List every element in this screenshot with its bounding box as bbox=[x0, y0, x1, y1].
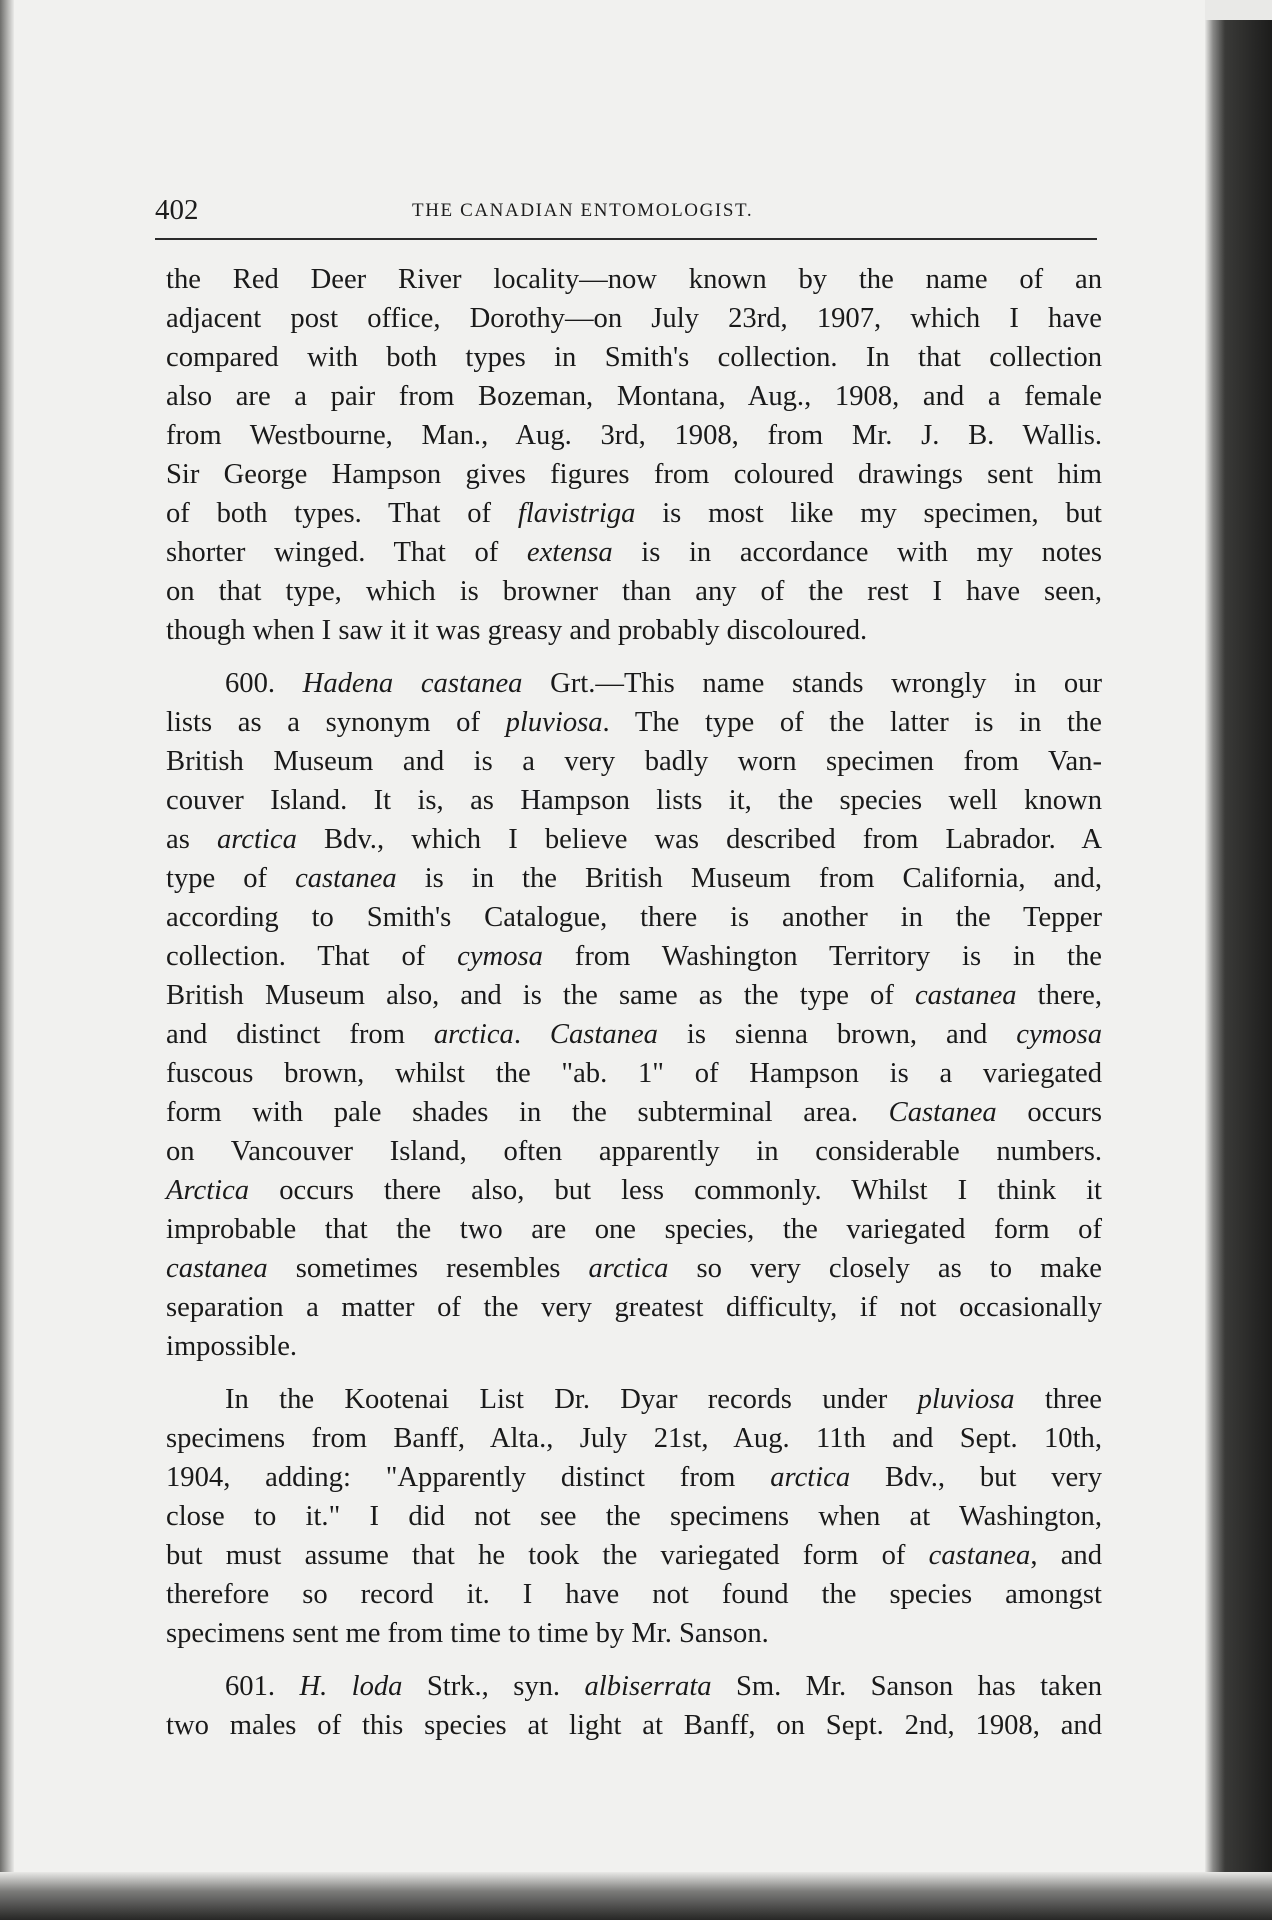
text-line: the Red Deer River locality—now known by the name of an bbox=[166, 264, 1102, 295]
italic-term: Castanea bbox=[549, 1019, 658, 1050]
text-line: but must assume that he took the variegated form of castanea, and bbox=[166, 1540, 1102, 1571]
italic-term: cymosa bbox=[457, 941, 543, 972]
text-line: 1904, adding: "Apparently distinct from arctica Bdv., but very bbox=[166, 1462, 1102, 1493]
scan-right-shadow bbox=[1205, 20, 1272, 1920]
text-line: British Museum and is a very badly worn specimen from Van- bbox=[166, 746, 1102, 777]
text-line: though when I saw it it was greasy and probably discoloured. bbox=[166, 615, 868, 646]
text-line: on that type, which is browner than any of the rest I have seen, bbox=[166, 576, 1102, 607]
italic-term: arctica bbox=[433, 1019, 514, 1050]
italic-term: cymosa bbox=[1016, 1019, 1103, 1050]
text-line: improbable that the two are one species, the variegated form of bbox=[166, 1214, 1102, 1245]
text-line: and distinct from arctica. Castanea is sienna brown, and cymosa bbox=[166, 1019, 1103, 1050]
text-line: also are a pair from Bozeman, Montana, Aug., 1908, and a female bbox=[166, 381, 1102, 412]
text-line: from Westbourne, Man., Aug. 3rd, 1908, from Mr. J. B. Wallis. bbox=[166, 420, 1102, 451]
italic-term: Arctica bbox=[166, 1175, 250, 1206]
text-line: In the Kootenai List Dr. Dyar records under pluviosa three bbox=[225, 1384, 1102, 1415]
text-line: shorter winged. That of extensa is in accordance with my notes bbox=[166, 537, 1102, 568]
text-line: impossible. bbox=[166, 1331, 298, 1362]
scan-left-edge bbox=[0, 0, 14, 1920]
italic-term: pluviosa bbox=[505, 707, 603, 738]
text-line: 600. Hadena castanea Grt.—This name stands wrongly in our bbox=[225, 668, 1103, 699]
text-line: Arctica occurs there also, but less commonly. Whilst I think it bbox=[166, 1175, 1102, 1206]
italic-term: pluviosa bbox=[917, 1384, 1015, 1415]
text-line: two males of this species at light at Banff, on Sept. 2nd, 1908, and bbox=[166, 1710, 1102, 1741]
text-line: 601. H. loda Strk., syn. albiserrata Sm. Mr. Sanson has taken bbox=[225, 1671, 1103, 1702]
text-line: of both types. That of flavistriga is most like my specimen, but bbox=[166, 498, 1103, 529]
italic-term: albiserrata bbox=[584, 1671, 712, 1702]
running-title: THE CANADIAN ENTOMOLOGIST. bbox=[412, 200, 754, 221]
text-line: specimens sent me from time to time by Mr. Sanson. bbox=[166, 1618, 769, 1649]
italic-term: arctica bbox=[588, 1253, 669, 1284]
italic-term: castanea bbox=[295, 863, 397, 894]
italic-term: Hadena castanea bbox=[302, 668, 523, 699]
text-line: therefore so record it. I have not found the species amongst bbox=[166, 1579, 1102, 1610]
text-line: as arctica Bdv., which I believe was described from Labrador. A bbox=[166, 824, 1102, 855]
body-text bbox=[166, 260, 1102, 1745]
text-line: according to Smith's Catalogue, there is another in the Tepper bbox=[166, 902, 1102, 933]
text-line: Sir George Hampson gives figures from coloured drawings sent him bbox=[166, 459, 1102, 490]
page-number: 402 bbox=[155, 194, 199, 226]
italic-term: Castanea bbox=[888, 1097, 997, 1128]
text-line: couver Island. It is, as Hampson lists it, the species well known bbox=[166, 785, 1102, 816]
text-line: on Vancouver Island, often apparently in considerable numbers. bbox=[166, 1136, 1102, 1167]
text-line: form with pale shades in the subterminal area. Castanea occurs bbox=[166, 1097, 1102, 1128]
text-line: lists as a synonym of pluviosa. The type of the latter is in the bbox=[166, 707, 1102, 738]
text-line: compared with both types in Smith's collection. In that collection bbox=[166, 342, 1102, 373]
text-line: collection. That of cymosa from Washington Territory is in the bbox=[166, 941, 1102, 972]
text-line: close to it." I did not see the specimens when at Washington, bbox=[166, 1501, 1102, 1532]
italic-term: castanea bbox=[914, 980, 1017, 1011]
text-line: adjacent post office, Dorothy—on July 23rd, 1907, which I have bbox=[166, 303, 1102, 334]
text-line: fuscous brown, whilst the "ab. 1" of Hampson is a variegated bbox=[166, 1058, 1102, 1089]
italic-term: arctica bbox=[216, 824, 297, 855]
italic-term: extensa bbox=[526, 537, 613, 568]
italic-term: castanea bbox=[166, 1253, 268, 1284]
text-line: British Museum also, and is the same as the type of castanea there, bbox=[166, 980, 1102, 1011]
header-rule bbox=[155, 238, 1097, 240]
scan-bottom-edge bbox=[0, 1872, 1272, 1920]
text-line: specimens from Banff, Alta., July 21st, Aug. 11th and Sept. 10th, bbox=[166, 1423, 1102, 1454]
italic-term: flavistriga bbox=[517, 498, 636, 529]
text-line: separation a matter of the very greatest difficulty, if not occasionally bbox=[166, 1292, 1102, 1323]
italic-term: arctica bbox=[770, 1462, 851, 1493]
italic-term: H. loda bbox=[299, 1671, 403, 1702]
page-header bbox=[155, 194, 1095, 234]
text-line: type of castanea is in the British Museum from California, and, bbox=[166, 863, 1102, 894]
italic-term: castanea bbox=[928, 1540, 1031, 1571]
text-line: castanea sometimes resembles arctica so very closely as to make bbox=[166, 1253, 1102, 1284]
